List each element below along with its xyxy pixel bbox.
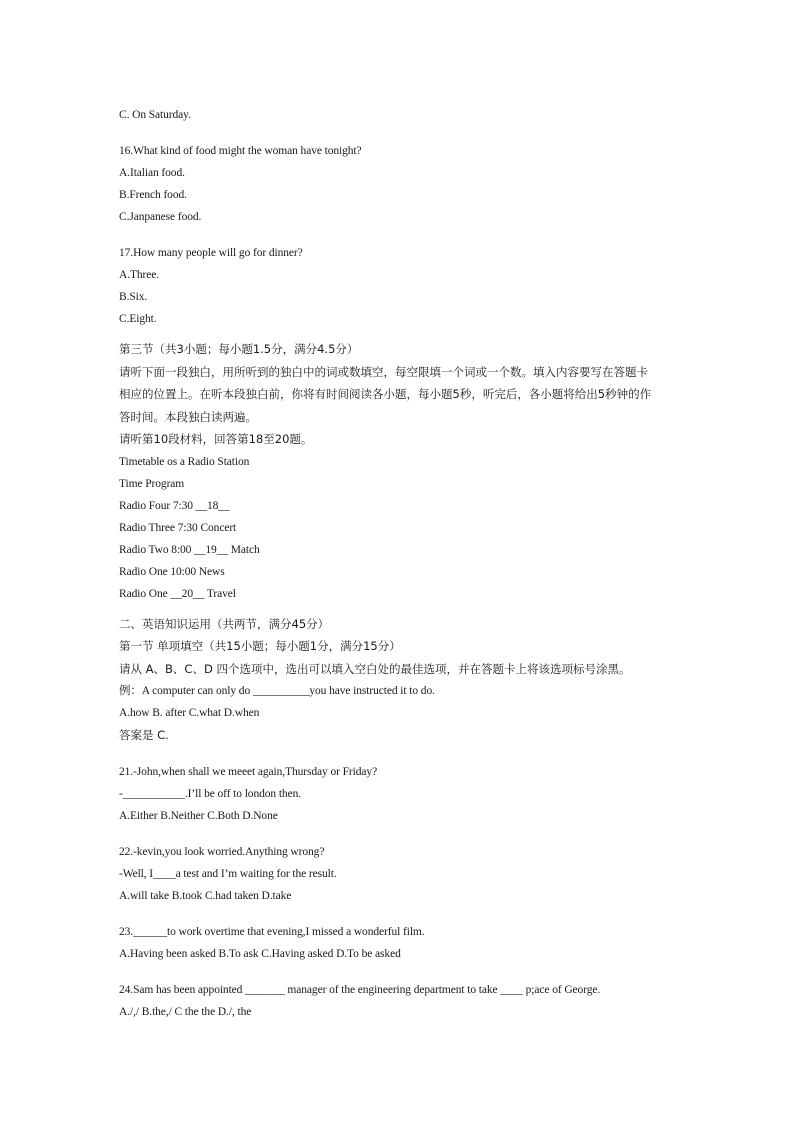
q22-response: -Well, I____a test and I’m waiting for the result. xyxy=(119,867,337,880)
section3-instructions-line3: 答时间。本段独白读两遍。 xyxy=(119,409,257,424)
timetable-row: Radio One 10:00 News xyxy=(119,565,225,578)
q16-option-b: B.French food. xyxy=(119,189,187,201)
q17-option-b: B.Six. xyxy=(119,291,148,303)
timetable-header: Time Program xyxy=(119,477,185,490)
q17-option-c: C.Eight. xyxy=(119,313,157,325)
part2-instructions: 请从 A、B、C、D 四个选项中，选出可以填入空白处的最佳选项，并在答题卡上将该选项标号涂黑。 xyxy=(119,661,631,676)
section3-material-note: 请听第10段材料，回答第18至20题。 xyxy=(119,432,313,446)
timetable-title: Timetable os a Radio Station xyxy=(119,455,250,468)
q21-response: -___________.I’ll be off to london then. xyxy=(119,787,301,800)
section3-instructions-line2: 相应的位置上。在听本段独白前，你将有时间阅读各小题，每小题5秒，听完后，各小题将给出5秒钟的作 xyxy=(119,387,652,401)
q16-option-a: A.Italian food. xyxy=(119,167,185,179)
timetable-row: Radio Three 7:30 Concert xyxy=(119,521,237,534)
part2-heading: 二、英语知识运用（共两节，满分45分） xyxy=(119,616,330,631)
section3-instructions-line1: 请听下面一段独白，用所听到的独白中的词或数填空，每空限填一个词或一个数。填入内容要写在答题卡 xyxy=(119,364,648,379)
q15-option-c: C. On Saturday. xyxy=(119,109,191,121)
q24-question: 24.Sam has been appointed _______ manager of the engineering department to take ____ p;ace of George. xyxy=(119,983,601,996)
timetable-row: Radio Four 7:30 __18__ xyxy=(119,499,230,512)
q21-question: 21.-John,when shall we meeet again,Thursday or Friday? xyxy=(119,765,378,778)
q16-option-c: C.Janpanese food. xyxy=(119,211,202,223)
q24-options: A./,/ B.the,/ C the the D./, the xyxy=(119,1005,252,1018)
document-page xyxy=(119,104,689,1023)
q21-options: A.Either B.Neither C.Both D.None xyxy=(119,809,278,822)
example-question: 例：A computer can only do __________you have instructed it to do. xyxy=(119,685,435,697)
q23-question: 23.______to work overtime that evening,I missed a wonderful film. xyxy=(119,925,425,938)
example-options: A.how B. after C.what D.when xyxy=(119,707,260,719)
q17-question: 17.How many people will go for dinner? xyxy=(119,247,303,259)
section3-heading: 第三节（共3小题；每小题1.5分，满分4.5分） xyxy=(119,342,359,356)
q23-options: A.Having been asked B.To ask C.Having asked D.To be asked xyxy=(119,947,401,960)
example-answer: 答案是 C. xyxy=(119,728,169,742)
q16-question: 16.What kind of food might the woman have tonight? xyxy=(119,145,362,157)
q22-options: A.will take B.took C.had taken D.take xyxy=(119,889,292,902)
timetable-row: Radio Two 8:00 __19__ Match xyxy=(119,543,260,556)
q22-question: 22.-kevin,you look worried.Anything wrong? xyxy=(119,845,325,858)
q17-option-a: A.Three. xyxy=(119,269,160,281)
timetable-row: Radio One __20__ Travel xyxy=(119,587,236,600)
part2-section1-heading: 第一节 单项填空（共15小题；每小题1分，满分15分） xyxy=(119,639,401,653)
